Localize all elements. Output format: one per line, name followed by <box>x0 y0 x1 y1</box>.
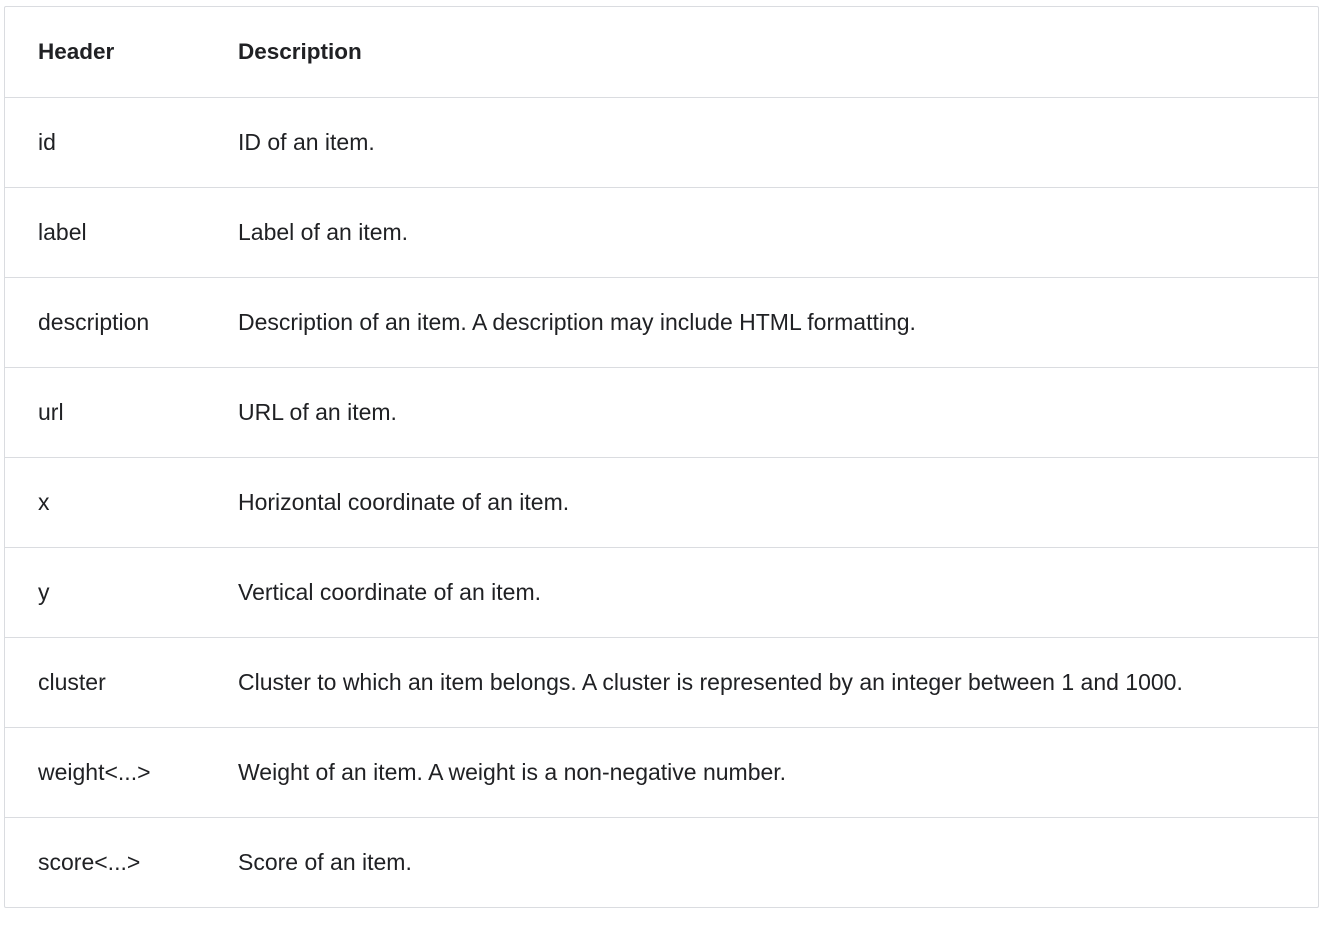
row-description-cell: Weight of an item. A weight is a non-negative number. <box>205 727 1318 817</box>
row-description-cell: Horizontal coordinate of an item. <box>205 457 1318 547</box>
table-row <box>5 637 1318 727</box>
table-row <box>5 727 1318 817</box>
row-description-cell: Cluster to which an item belongs. A cluster is represented by an integer between 1 and 1000. <box>205 637 1318 727</box>
row-header-cell: x <box>5 457 205 547</box>
row-header-cell: url <box>5 367 205 457</box>
headers-table-container <box>4 6 1319 908</box>
row-header-cell: label <box>5 187 205 277</box>
row-header-cell: score<...> <box>5 817 205 907</box>
row-description-cell: Label of an item. <box>205 187 1318 277</box>
row-description-cell: Vertical coordinate of an item. <box>205 547 1318 637</box>
table-row <box>5 367 1318 457</box>
row-description-cell: URL of an item. <box>205 367 1318 457</box>
row-description-cell: Description of an item. A description may include HTML formatting. <box>205 277 1318 367</box>
table-row <box>5 457 1318 547</box>
row-header-cell: weight<...> <box>5 727 205 817</box>
column-header-description: Description <box>238 38 362 64</box>
row-header-cell: description <box>5 277 205 367</box>
row-description-cell: ID of an item. <box>205 97 1318 187</box>
column-header-header: Header <box>38 38 115 64</box>
row-header-cell: id <box>5 97 205 187</box>
table-body <box>5 97 1318 907</box>
table-row <box>5 97 1318 187</box>
headers-table <box>5 7 1318 907</box>
row-header-cell: cluster <box>5 637 205 727</box>
table-row <box>5 187 1318 277</box>
row-description-cell: Score of an item. <box>205 817 1318 907</box>
table-head <box>5 7 1318 97</box>
table-header-row <box>5 7 1318 97</box>
table-row <box>5 277 1318 367</box>
table-row <box>5 547 1318 637</box>
table-row <box>5 817 1318 907</box>
row-header-cell: y <box>5 547 205 637</box>
